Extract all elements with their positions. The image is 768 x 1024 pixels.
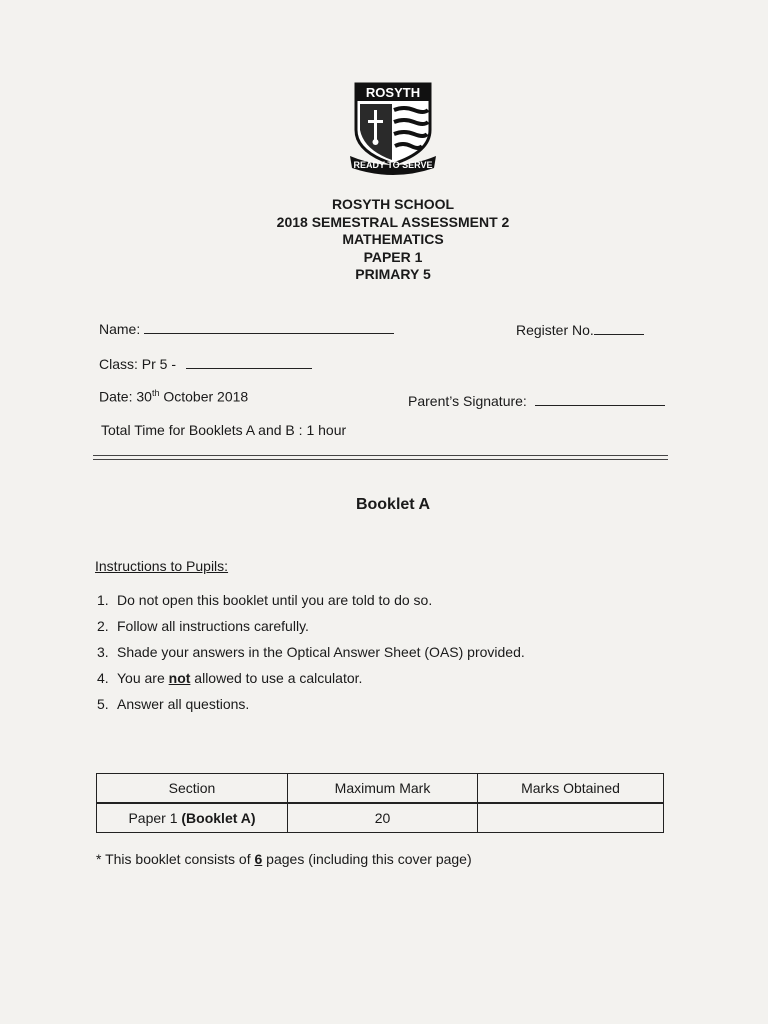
instructions-list (97, 592, 525, 722)
level-name: PRIMARY 5 (355, 266, 431, 282)
register-blank-line[interactable] (594, 321, 644, 335)
instructions-heading: Instructions to Pupils: (95, 558, 229, 574)
parent-signature-field (408, 389, 665, 409)
page-count-note: * This booklet consists of 6 pages (including this cover page) (96, 851, 472, 867)
instruction-item: 3. Shade your answers in the Optical Answer Sheet (OAS) provided. (97, 644, 525, 660)
date-suffix: October 2018 (159, 388, 249, 405)
header-maximum-mark: Maximum Mark (288, 774, 478, 804)
name-blank-line[interactable] (144, 320, 394, 334)
school-crest-logo (348, 80, 438, 175)
school-name: ROSYTH SCHOOL (331, 196, 455, 212)
instruction-item: 2. Follow all instructions carefully. (97, 618, 309, 634)
crest-motto: READY TO SERVE (353, 160, 433, 170)
header-section: Section (97, 774, 288, 804)
register-field (516, 321, 644, 338)
paper-name: PAPER 1 (363, 248, 423, 265)
emphasis-not: not (168, 670, 191, 686)
total-time: Total Time for Booklets A and B : 1 hour (101, 422, 347, 438)
instruction-item: 4. You are not allowed to use a calculator. (97, 670, 363, 686)
date-ordinal: th (151, 388, 160, 398)
divider-rule (93, 455, 668, 460)
header-marks-obtained: Marks Obtained (478, 774, 664, 804)
parent-signature-label: Parent’s Signature: (408, 393, 527, 409)
cell-max-mark: 20 (288, 803, 478, 833)
title-block (0, 196, 768, 284)
assessment-name: 2018 SEMESTRAL ASSESSMENT 2 (276, 213, 510, 230)
page-count: 6 (254, 851, 263, 867)
date-prefix: Date: 30 (99, 388, 152, 405)
cell-marks-obtained[interactable] (478, 803, 664, 833)
name-field (99, 320, 394, 337)
table-row (97, 803, 664, 833)
date-field (99, 388, 248, 405)
class-field (99, 355, 312, 372)
marks-table (96, 773, 664, 833)
crest-banner-text: ROSYTH (365, 85, 421, 100)
cell-section: Paper 1 (Booklet A) (97, 803, 288, 833)
class-label: Class: Pr 5 - (99, 356, 177, 372)
booklet-title: Booklet A (355, 496, 431, 513)
instruction-item: 5. Answer all questions. (97, 696, 250, 712)
instruction-item: 1. Do not open this booklet until you are told to do so. (97, 592, 433, 608)
name-label: Name: (99, 321, 141, 337)
subject-name: MATHEMATICS (342, 231, 444, 247)
register-label: Register No. (516, 322, 594, 338)
parent-signature-blank-line[interactable] (535, 389, 665, 406)
class-blank-line[interactable] (186, 355, 312, 369)
table-header-row (97, 774, 664, 804)
